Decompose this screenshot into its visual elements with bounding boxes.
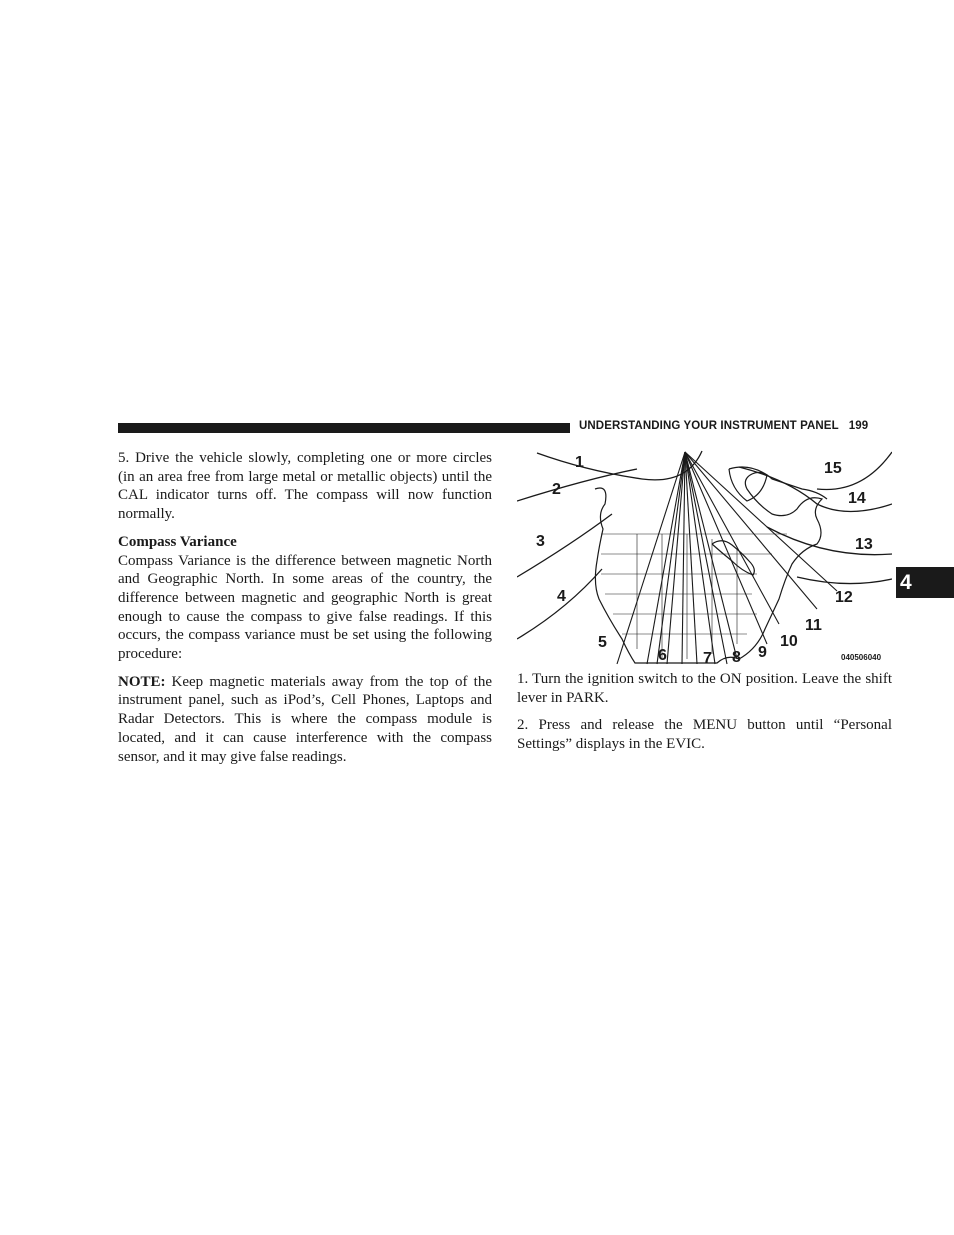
zone-arc-6 — [767, 527, 892, 555]
running-header — [579, 420, 868, 432]
step-1-paragraph: 1. Turn the ignition switch to the ON position. Leave the shift lever in PARK. — [517, 671, 892, 706]
step-5-paragraph: 5. Drive the vehicle slowly, completing one or more circles (in an area free from large metal or metallic objects) until the CAL indicator turns off. The compass will now function normally. — [118, 450, 492, 523]
variance-zone-map-svg — [517, 449, 892, 667]
page-number: 199 — [848, 420, 869, 432]
header-rule — [118, 423, 570, 433]
left-column — [118, 449, 492, 766]
hudson-bay — [729, 467, 767, 501]
zone-label-14: 14 — [848, 490, 866, 507]
great-lakes — [712, 541, 754, 575]
zone-label-4: 4 — [557, 588, 566, 605]
zone-label-3: 3 — [536, 533, 545, 550]
zone-label-15: 15 — [824, 460, 842, 477]
zone-label-12: 12 — [835, 589, 853, 606]
note-label: NOTE: — [118, 673, 166, 690]
step-2-paragraph: 2. Press and release the MENU button until “Personal Settings” displays in the EVIC. — [517, 717, 892, 753]
zone-label-5: 5 — [598, 634, 607, 651]
zone-label-9: 9 — [758, 644, 767, 661]
note-paragraph — [118, 673, 492, 767]
north-convergence-lines — [617, 452, 837, 664]
section-title: UNDERSTANDING YOUR INSTRUMENT PANEL — [579, 420, 839, 432]
zone-number-labels — [536, 454, 873, 667]
compass-variance-map — [517, 449, 892, 667]
zone-arc-3 — [517, 514, 612, 577]
zone-boundary-arcs — [517, 451, 892, 639]
compass-variance-paragraph: Compass Variance is the difference between magnetic North and Geographic North. In some areas of the country, the difference between magnetic and geographic North is great enough to cause the compass to give false readings. If this occurs, the compass variance must be set using the following procedure: — [118, 552, 492, 663]
right-column — [517, 670, 892, 754]
zone-label-6: 6 — [658, 647, 667, 664]
figure-code: 040506040 — [841, 653, 882, 662]
zone-label-10: 10 — [780, 633, 798, 650]
zone-label-1: 1 — [575, 454, 584, 471]
note-text: Keep magnetic materials away from the top of the instrument panel, such as iPod’s, Cell Phones, Laptops and Radar Detectors. This is where the compass module is located, and it can cause interference with the compass sensor, and it may give false readings. — [118, 673, 492, 765]
zone-arc-7 — [797, 577, 892, 584]
zone-label-7: 7 — [703, 650, 712, 667]
zone-label-13: 13 — [855, 536, 873, 553]
chapter-tab: 4 — [896, 567, 954, 598]
zone-label-11: 11 — [805, 617, 822, 634]
zone-label-2: 2 — [552, 481, 561, 498]
zone-label-8: 8 — [732, 649, 741, 666]
compass-variance-heading: Compass Variance — [118, 533, 237, 550]
zone-arc-2 — [517, 469, 637, 501]
